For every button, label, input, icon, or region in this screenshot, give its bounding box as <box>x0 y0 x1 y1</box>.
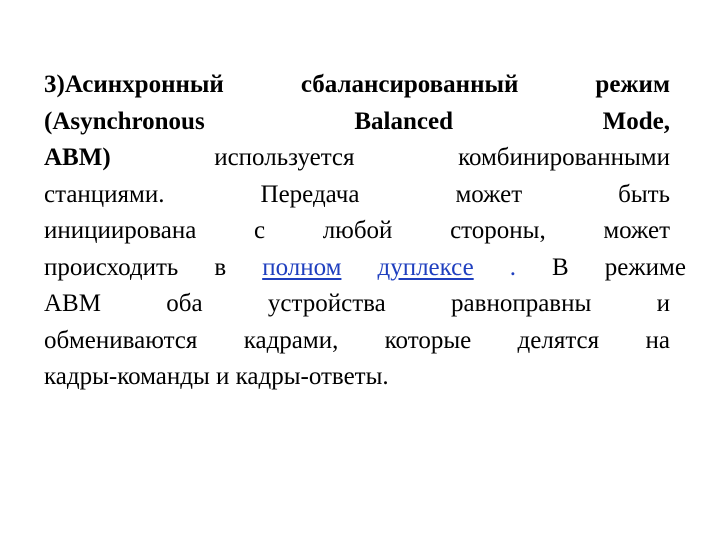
paragraph-line-3 <box>44 140 670 177</box>
word: может <box>455 180 523 208</box>
word: с <box>253 217 266 244</box>
word: комбинированными <box>458 144 670 171</box>
word: режиме <box>604 253 686 281</box>
word: станциями. <box>44 180 165 208</box>
paragraph-line-8 <box>44 323 670 360</box>
word: Mode, <box>602 107 670 135</box>
word: ABM <box>44 290 101 317</box>
body-paragraph <box>44 67 686 396</box>
word: в <box>214 253 227 281</box>
word: 3)Асинхронный <box>44 71 224 98</box>
word: используется <box>214 144 355 171</box>
word: быть <box>618 180 670 208</box>
link-full[interactable]: полном <box>262 253 342 281</box>
paragraph-line-6 <box>44 250 686 287</box>
word: на <box>645 326 670 354</box>
link-duplex[interactable]: дуплексе <box>377 253 474 281</box>
period-mark: . <box>509 253 516 281</box>
word: (Asynchronous <box>44 107 205 135</box>
word: любой <box>322 217 393 244</box>
word: стороны, <box>450 217 546 244</box>
word: инициирована <box>44 217 197 244</box>
word: сбалансированный <box>300 71 519 98</box>
word: равноправны <box>451 290 592 317</box>
paragraph-line-1 <box>44 67 670 104</box>
word: делятся <box>517 326 600 354</box>
word: В <box>552 253 569 281</box>
word: Balanced <box>354 107 453 135</box>
word-abbreviation: ABM) <box>44 144 111 171</box>
word: происходить <box>44 253 179 281</box>
paragraph-line-2 <box>44 104 670 141</box>
word: которые <box>384 326 472 354</box>
paragraph-line-5 <box>44 213 670 250</box>
word: и <box>656 290 670 317</box>
word: обмениваются <box>44 326 198 354</box>
word: устройства <box>267 290 386 317</box>
word: режим <box>595 71 670 98</box>
paragraph-line-4 <box>44 177 670 214</box>
word: кадрами, <box>243 326 339 354</box>
word: оба <box>166 290 203 317</box>
word: может <box>603 217 670 244</box>
word: Передача <box>260 180 360 208</box>
paragraph-line-7 <box>44 286 670 323</box>
paragraph-line-9: кадры-команды и кадры-ответы. <box>44 363 389 390</box>
